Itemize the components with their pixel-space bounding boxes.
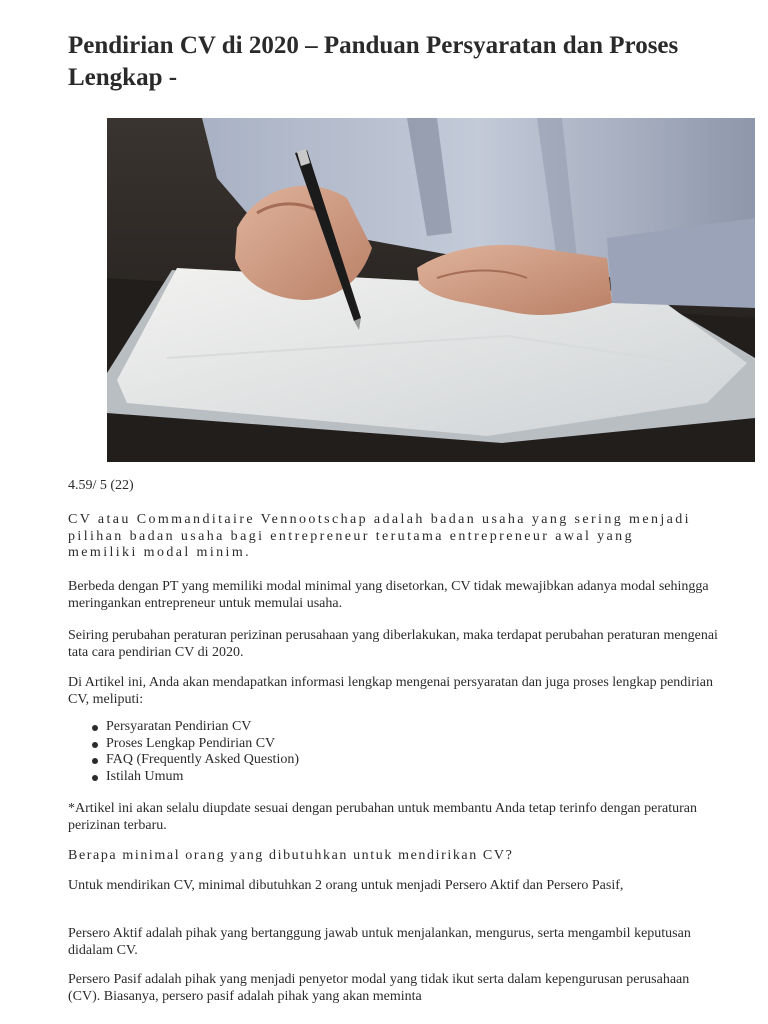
paragraph-4: Untuk mendirikan CV, minimal dibutuhkan 2 orang untuk menjadi Persero Aktif dan Persero Pasif,	[68, 878, 624, 893]
article-title: Pendirian CV di 2020 – Panduan Persyaratan dan Proses Lengkap -	[68, 32, 679, 91]
list-item: Istilah Umum	[106, 769, 299, 786]
list-item: Proses Lengkap Pendirian CV	[106, 736, 299, 753]
hand-writing-image	[107, 118, 755, 462]
paragraph-5: Persero Aktif adalah pihak yang bertanggung jawab untuk menjalankan, mengurus, serta mengambil keputusan didalam CV.	[68, 926, 691, 958]
paragraph-1: Berbeda dengan PT yang memiliki modal minimal yang disetorkan, CV tidak mewajibkan adanya modal sehingga meringankan entrepreneur untuk memulai usaha.	[68, 579, 709, 611]
update-note: *Artikel ini akan selalu diupdate sesuai dengan perubahan untuk membantu Anda tetap terinfo dengan peraturan perizinan terbaru.	[68, 801, 698, 833]
intro-paragraph: CV atau Commanditaire Vennootschap adalah badan usaha yang sering menjadi pilihan badan usaha bagi entrepreneur terutama entrepreneur awal yang memiliki modal minim.	[68, 512, 691, 560]
article-photo	[107, 118, 755, 462]
article-rating: 4.59/ 5 (22)	[68, 478, 134, 493]
paragraph-6: Persero Pasif adalah pihak yang menjadi penyetor modal yang tidak ikut serta dalam kepengurusan perusahaan (CV). Biasanya, persero pasif adalah pihak yang akan meminta	[68, 972, 690, 1004]
faq-question: Berapa minimal orang yang dibutuhkan untuk mendirikan CV?	[68, 848, 514, 863]
paragraph-3: Di Artikel ini, Anda akan mendapatkan informasi lengkap mengenai persyaratan dan juga proses lengkap pendirian CV, meliputi:	[68, 675, 713, 707]
list-item: Persyaratan Pendirian CV	[106, 719, 299, 736]
list-item: FAQ (Frequently Asked Question)	[106, 752, 299, 767]
topic-list	[68, 719, 299, 785]
paragraph-2: Seiring perubahan peraturan perizinan perusahaan yang diberlakukan, maka terdapat perubahan peraturan mengenai tata cara pendirian CV di 2020.	[68, 628, 718, 660]
